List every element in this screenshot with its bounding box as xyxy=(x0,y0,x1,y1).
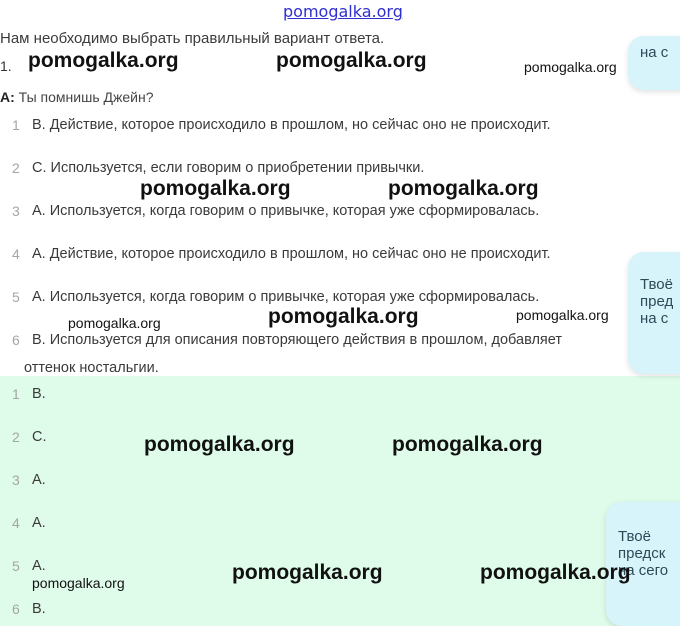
answer-text: B. xyxy=(32,386,46,402)
bubble-line: Твоё xyxy=(640,276,673,293)
option-number: 3 xyxy=(12,203,20,219)
answer-text: A. xyxy=(32,515,46,531)
answer-number: 5 xyxy=(12,558,20,574)
watermark: pomogalka.org xyxy=(392,433,543,456)
answer-text: A. xyxy=(32,472,46,488)
bubble-line: на с xyxy=(640,310,669,327)
chat-bubble-top[interactable] xyxy=(628,36,680,90)
option-text: C. Используется, если говорим о приобретении привычки. xyxy=(32,160,425,176)
option-text: A. Действие, которое происходило в прошлом, но сейчас оно не происходит. xyxy=(32,246,551,262)
watermark: pomogalka.org xyxy=(480,561,631,584)
watermark: pomogalka.org xyxy=(232,561,383,584)
question-label: A: xyxy=(0,89,15,105)
bubble-line: на сего xyxy=(618,562,669,579)
watermark: pomogalka.org xyxy=(32,575,125,591)
option-number: 4 xyxy=(12,246,20,262)
task-number: 1. xyxy=(0,58,12,74)
bubble-line: на с xyxy=(640,44,669,61)
chat-bubble-mid[interactable] xyxy=(628,252,680,374)
watermark: pomogalka.org xyxy=(388,177,539,200)
option-text: A. Используется, когда говорим о привычке, которая уже сформировалась. xyxy=(32,203,540,219)
question xyxy=(0,89,154,105)
watermark: pomogalka.org xyxy=(516,307,609,323)
watermark: pomogalka.org xyxy=(268,305,419,328)
answer-text: C. xyxy=(32,429,47,445)
answer-number: 1 xyxy=(12,386,20,402)
answer-text: B. xyxy=(32,601,46,617)
answer-number: 2 xyxy=(12,429,20,445)
site-link[interactable]: pomogalka.org xyxy=(283,2,403,21)
option-number: 1 xyxy=(12,117,20,133)
option-text: A. Используется, когда говорим о привычке, которая уже сформировалась. xyxy=(32,289,540,305)
option-number: 5 xyxy=(12,289,20,305)
watermark: pomogalka.org xyxy=(28,49,179,72)
bubble-line: предск xyxy=(618,545,666,562)
answer-number: 6 xyxy=(12,601,20,617)
answer-number: 4 xyxy=(12,515,20,531)
watermark: pomogalka.org xyxy=(144,433,295,456)
bubble-line: Твоё xyxy=(618,528,651,545)
task-instruction: Нам необходимо выбрать правильный вариант ответа. xyxy=(0,30,385,47)
answer-number: 3 xyxy=(12,472,20,488)
watermark: pomogalka.org xyxy=(276,49,427,72)
option-text: B. Действие, которое происходило в прошлом, но сейчас оно не происходит. xyxy=(32,117,551,133)
watermark: pomogalka.org xyxy=(140,177,291,200)
answer-text: A. xyxy=(32,558,46,574)
option-number: 2 xyxy=(12,160,20,176)
option-text: B. Используется для описания повторяющего действия в прошлом, добавляет xyxy=(32,332,562,348)
watermark: pomogalka.org xyxy=(524,59,617,75)
bubble-line: пред xyxy=(640,293,674,310)
watermark: pomogalka.org xyxy=(68,315,161,331)
option-continuation: оттенок ностальгии. xyxy=(24,360,159,376)
question-text: Ты помнишь Джейн? xyxy=(18,89,154,105)
option-number: 6 xyxy=(12,332,20,348)
